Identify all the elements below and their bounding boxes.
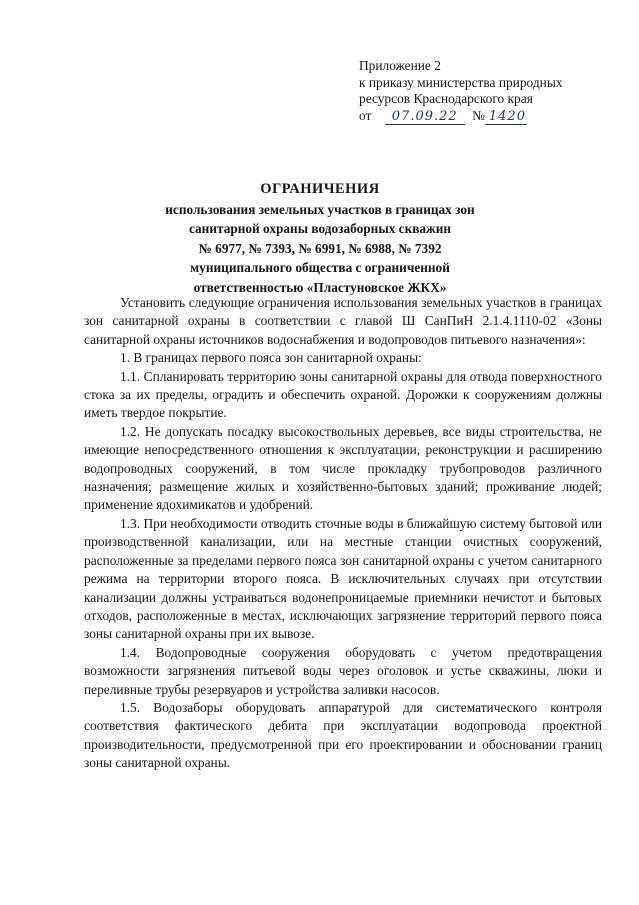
title-line: использования земельных участков в границах зон — [165, 202, 475, 217]
handwritten-number: 1420 — [485, 110, 527, 125]
title-line: муниципального общества с ограниченной — [190, 260, 450, 276]
paragraph-1-2: 1.2. Не допускать посадку высокоствольных деревьев, все виды строительства, не имеющие непосредственного отношения к эксплуатации, реконструкции и расширению водопроводных сооружений, в том числе прокладку трубопроводов различного назначения; размещение жилых и хозяйственно-бытовых зданий; проживание людей; применение ядохимикатов и удобрений. — [84, 423, 602, 513]
title-line: ответственностью «Пластуновское ЖКХ» — [193, 279, 447, 295]
appendix-title: Приложение 2 — [359, 58, 441, 73]
title-line: № 6977, № 7393, № 6991, № 6988, № 7392 — [198, 240, 442, 256]
appendix-header — [359, 58, 563, 125]
appendix-ministry-line: ресурсов Краснодарского края — [359, 91, 533, 106]
document-title — [120, 178, 520, 297]
paragraph-1-1: 1.1. Спланировать территорию зоны санитарной охраны для отвода поверхностного стока за их пределы, оградить и обеспечить охраной. Дорожки к сооружениям должны иметь твердое покрытие. — [84, 368, 602, 421]
paragraph-1-4: 1.4. Водопроводные сооружения оборудовать с учетом предотвращения возможности загрязнения питьевой воды через оголовок и устье скважины, люки и переливные трубы резервуаров и устройства заливки насосов. — [84, 644, 602, 697]
appendix-date-line — [359, 108, 563, 125]
intro-paragraph: Установить следующие ограничения использования земельных участков в границах зон санитарной охраны в соответствии с главой Ш СанПиН 2.1.4.1110-02 «Зоны санитарной охраны источников водоснабжения и водопроводов питьевого назначения»: — [84, 295, 602, 347]
appendix-order-line: к приказу министерства природных — [359, 74, 563, 90]
number-prefix: № — [472, 107, 485, 123]
title-main: ОГРАНИЧЕНИЯ — [260, 181, 380, 197]
date-prefix: от — [359, 107, 372, 123]
paragraph-1-3: 1.3. При необходимости отводить сточные воды в ближайшую систему бытовой или производственной канализации, или на местные станции очистных сооружений, расположенные за пределами первого пояса зон санитарной охраны с учетом санитарного режима на территории второго пояса. В исключительных случаях при отсутствии канализации должны устраиваться водонепроницаемые приемники нечистот и бытовых отходов, расположенные в местах, исключающих загрязнение территорий первого пояса зоны санитарной охраны при их вывозе. — [84, 515, 602, 642]
section-1-heading: 1. В границах первого пояса зон санитарной охраны: — [120, 350, 422, 366]
handwritten-date: 07.09.22 — [385, 110, 465, 125]
document-body — [84, 294, 602, 773]
title-line: санитарной охраны водозаборных скважин — [188, 221, 452, 237]
paragraph-1-5: 1.5. Водозаборы оборудовать аппаратурой для систематического контроля соответствия фактического дебита при эксплуатации водопровода проектной производительности, предусмотренной при его проектировании и обосновании границ зоны санитарной охраны. — [84, 699, 602, 771]
